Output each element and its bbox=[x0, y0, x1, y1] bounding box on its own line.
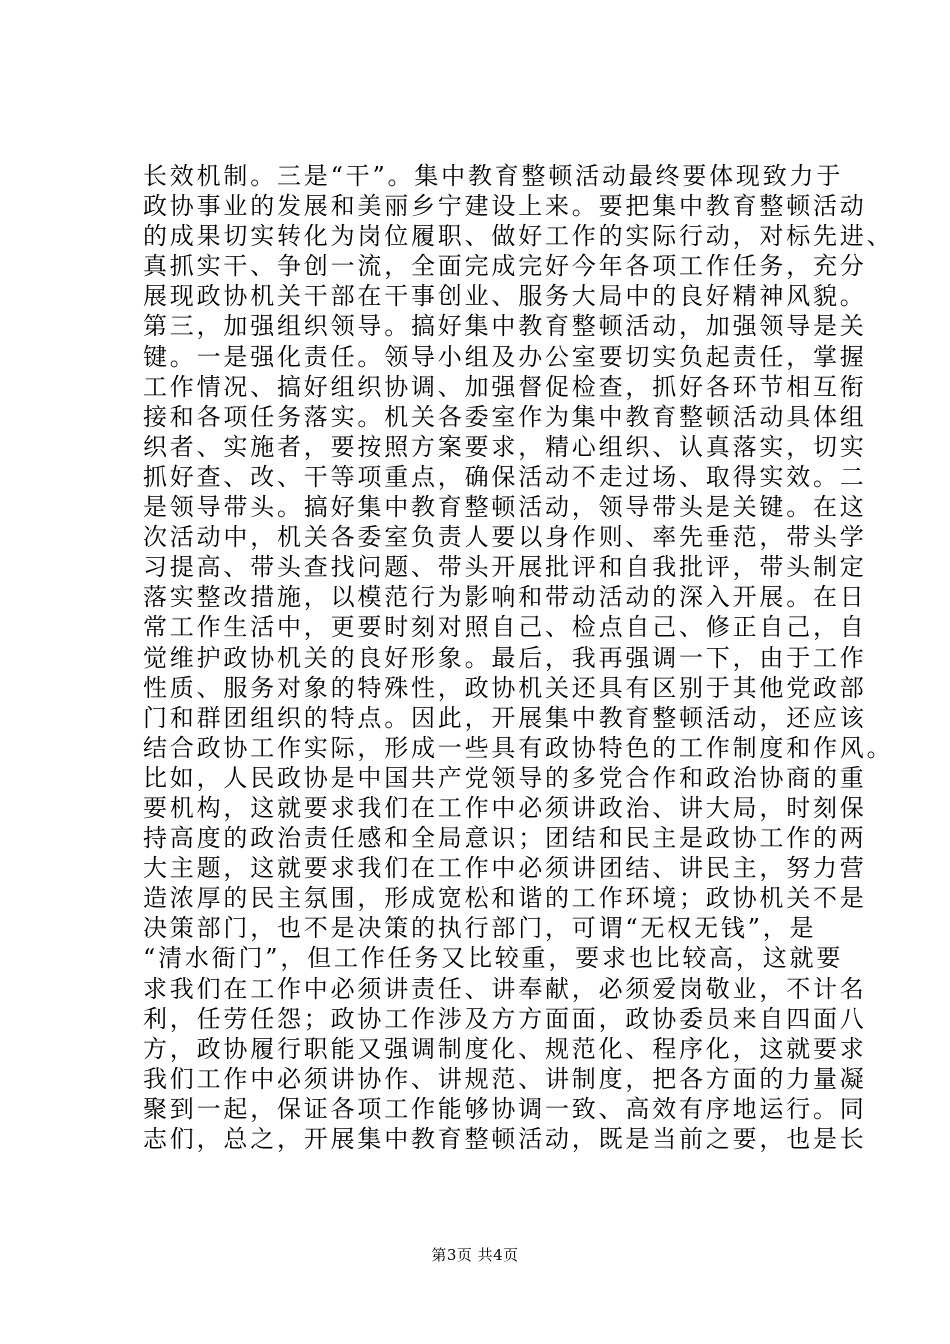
text-line: 次活动中，机关各委室负责人要以身作则、率先垂范，带头学 bbox=[143, 523, 867, 552]
text-line: 常工作生活中，更要时刻对照自己、检点自己、修正自己，自 bbox=[143, 613, 867, 642]
text-line: 门和群团组织的特点。因此，开展集中教育整顿活动，还应该 bbox=[143, 703, 867, 732]
text-line: 性质、服务对象的特殊性，政协机关还具有区别于其他党政部 bbox=[143, 673, 867, 702]
text-line: 抓好查、改、干等项重点，确保活动不走过场、取得实效。二 bbox=[143, 462, 867, 491]
text-line: 政协事业的发展和美丽乡宁建设上来。要把集中教育整顿活动 bbox=[143, 192, 867, 221]
text-line: 展现政协机关干部在干事创业、服务大局中的良好精神风貌。 bbox=[143, 282, 867, 311]
page-footer bbox=[0, 1244, 950, 1265]
text-line: “清水衙门”，但工作任务又比较重，要求也比较高，这就要 bbox=[143, 944, 844, 973]
text-line: 接和各项任务落实。机关各委室作为集中教育整顿活动具体组 bbox=[143, 402, 867, 431]
text-line: 志们，总之，开展集中教育整顿活动，既是当前之要，也是长 bbox=[143, 1125, 867, 1153]
text-line: 利，任劳任怨；政协工作涉及方方面面，政协委员来自四面八 bbox=[143, 1004, 867, 1033]
text-line: 第三，加强组织领导。搞好集中教育整顿活动，加强领导是关 bbox=[143, 312, 867, 341]
text-line: 长效机制。三是“干”。集中教育整顿活动最终要体现致力于 bbox=[143, 162, 844, 190]
text-line: 聚到一起，保证各项工作能够协调一致、高效有序地运行。同 bbox=[143, 1094, 867, 1123]
text-line: 织者、实施者，要按照方案要求，精心组织、认真落实，切实 bbox=[143, 432, 867, 461]
text-line: 工作情况、搞好组织协调、加强督促检查，抓好各环节相互衔 bbox=[143, 372, 867, 401]
text-line: 的成果切实转化为岗位履职、做好工作的实际行动，对标先进、 bbox=[143, 222, 894, 251]
text-line: 方，政协履行职能又强调制度化、规范化、程序化，这就要求 bbox=[143, 1034, 867, 1063]
text-line: 键。一是强化责任。领导小组及办公室要切实负起责任，掌握 bbox=[143, 342, 867, 371]
text-line: 落实整改措施，以模范行为影响和带动活动的深入开展。在日 bbox=[143, 583, 867, 612]
body-text bbox=[143, 161, 894, 1154]
text-line: 是领导带头。搞好集中教育整顿活动，领导带头是关键。在这 bbox=[143, 493, 867, 522]
text-line: 大主题，这就要求我们在工作中必须讲团结、讲民主，努力营 bbox=[143, 854, 867, 883]
text-line: 我们工作中必须讲协作、讲规范、讲制度，把各方面的力量凝 bbox=[143, 1064, 867, 1093]
page-number-label: 第3页 共4页 bbox=[431, 1246, 519, 1264]
text-line: 比如，人民政协是中国共产党领导的多党合作和政治协商的重 bbox=[143, 763, 867, 792]
text-line: 觉维护政协机关的良好形象。最后，我再强调一下，由于工作 bbox=[143, 643, 867, 672]
text-line: 造浓厚的民主氛围，形成宽松和谐的工作环境；政协机关不是 bbox=[143, 884, 867, 913]
text-line: 持高度的政治责任感和全局意识；团结和民主是政协工作的两 bbox=[143, 824, 867, 853]
text-line: 决策部门，也不是决策的执行部门，可谓“无权无钱”，是 bbox=[143, 914, 817, 943]
text-line: 结合政协工作实际，形成一些具有政协特色的工作制度和作风。 bbox=[143, 733, 894, 762]
text-line: 要机构，这就要求我们在工作中必须讲政治、讲大局，时刻保 bbox=[143, 793, 867, 822]
text-line: 习提高、带头查找问题、带头开展批评和自我批评，带头制定 bbox=[143, 553, 867, 582]
text-line: 真抓实干、争创一流，全面完成完好今年各项工作任务，充分 bbox=[143, 252, 867, 281]
text-line: 求我们在工作中必须讲责任、讲奉献，必须爱岗敬业，不计名 bbox=[143, 974, 867, 1003]
